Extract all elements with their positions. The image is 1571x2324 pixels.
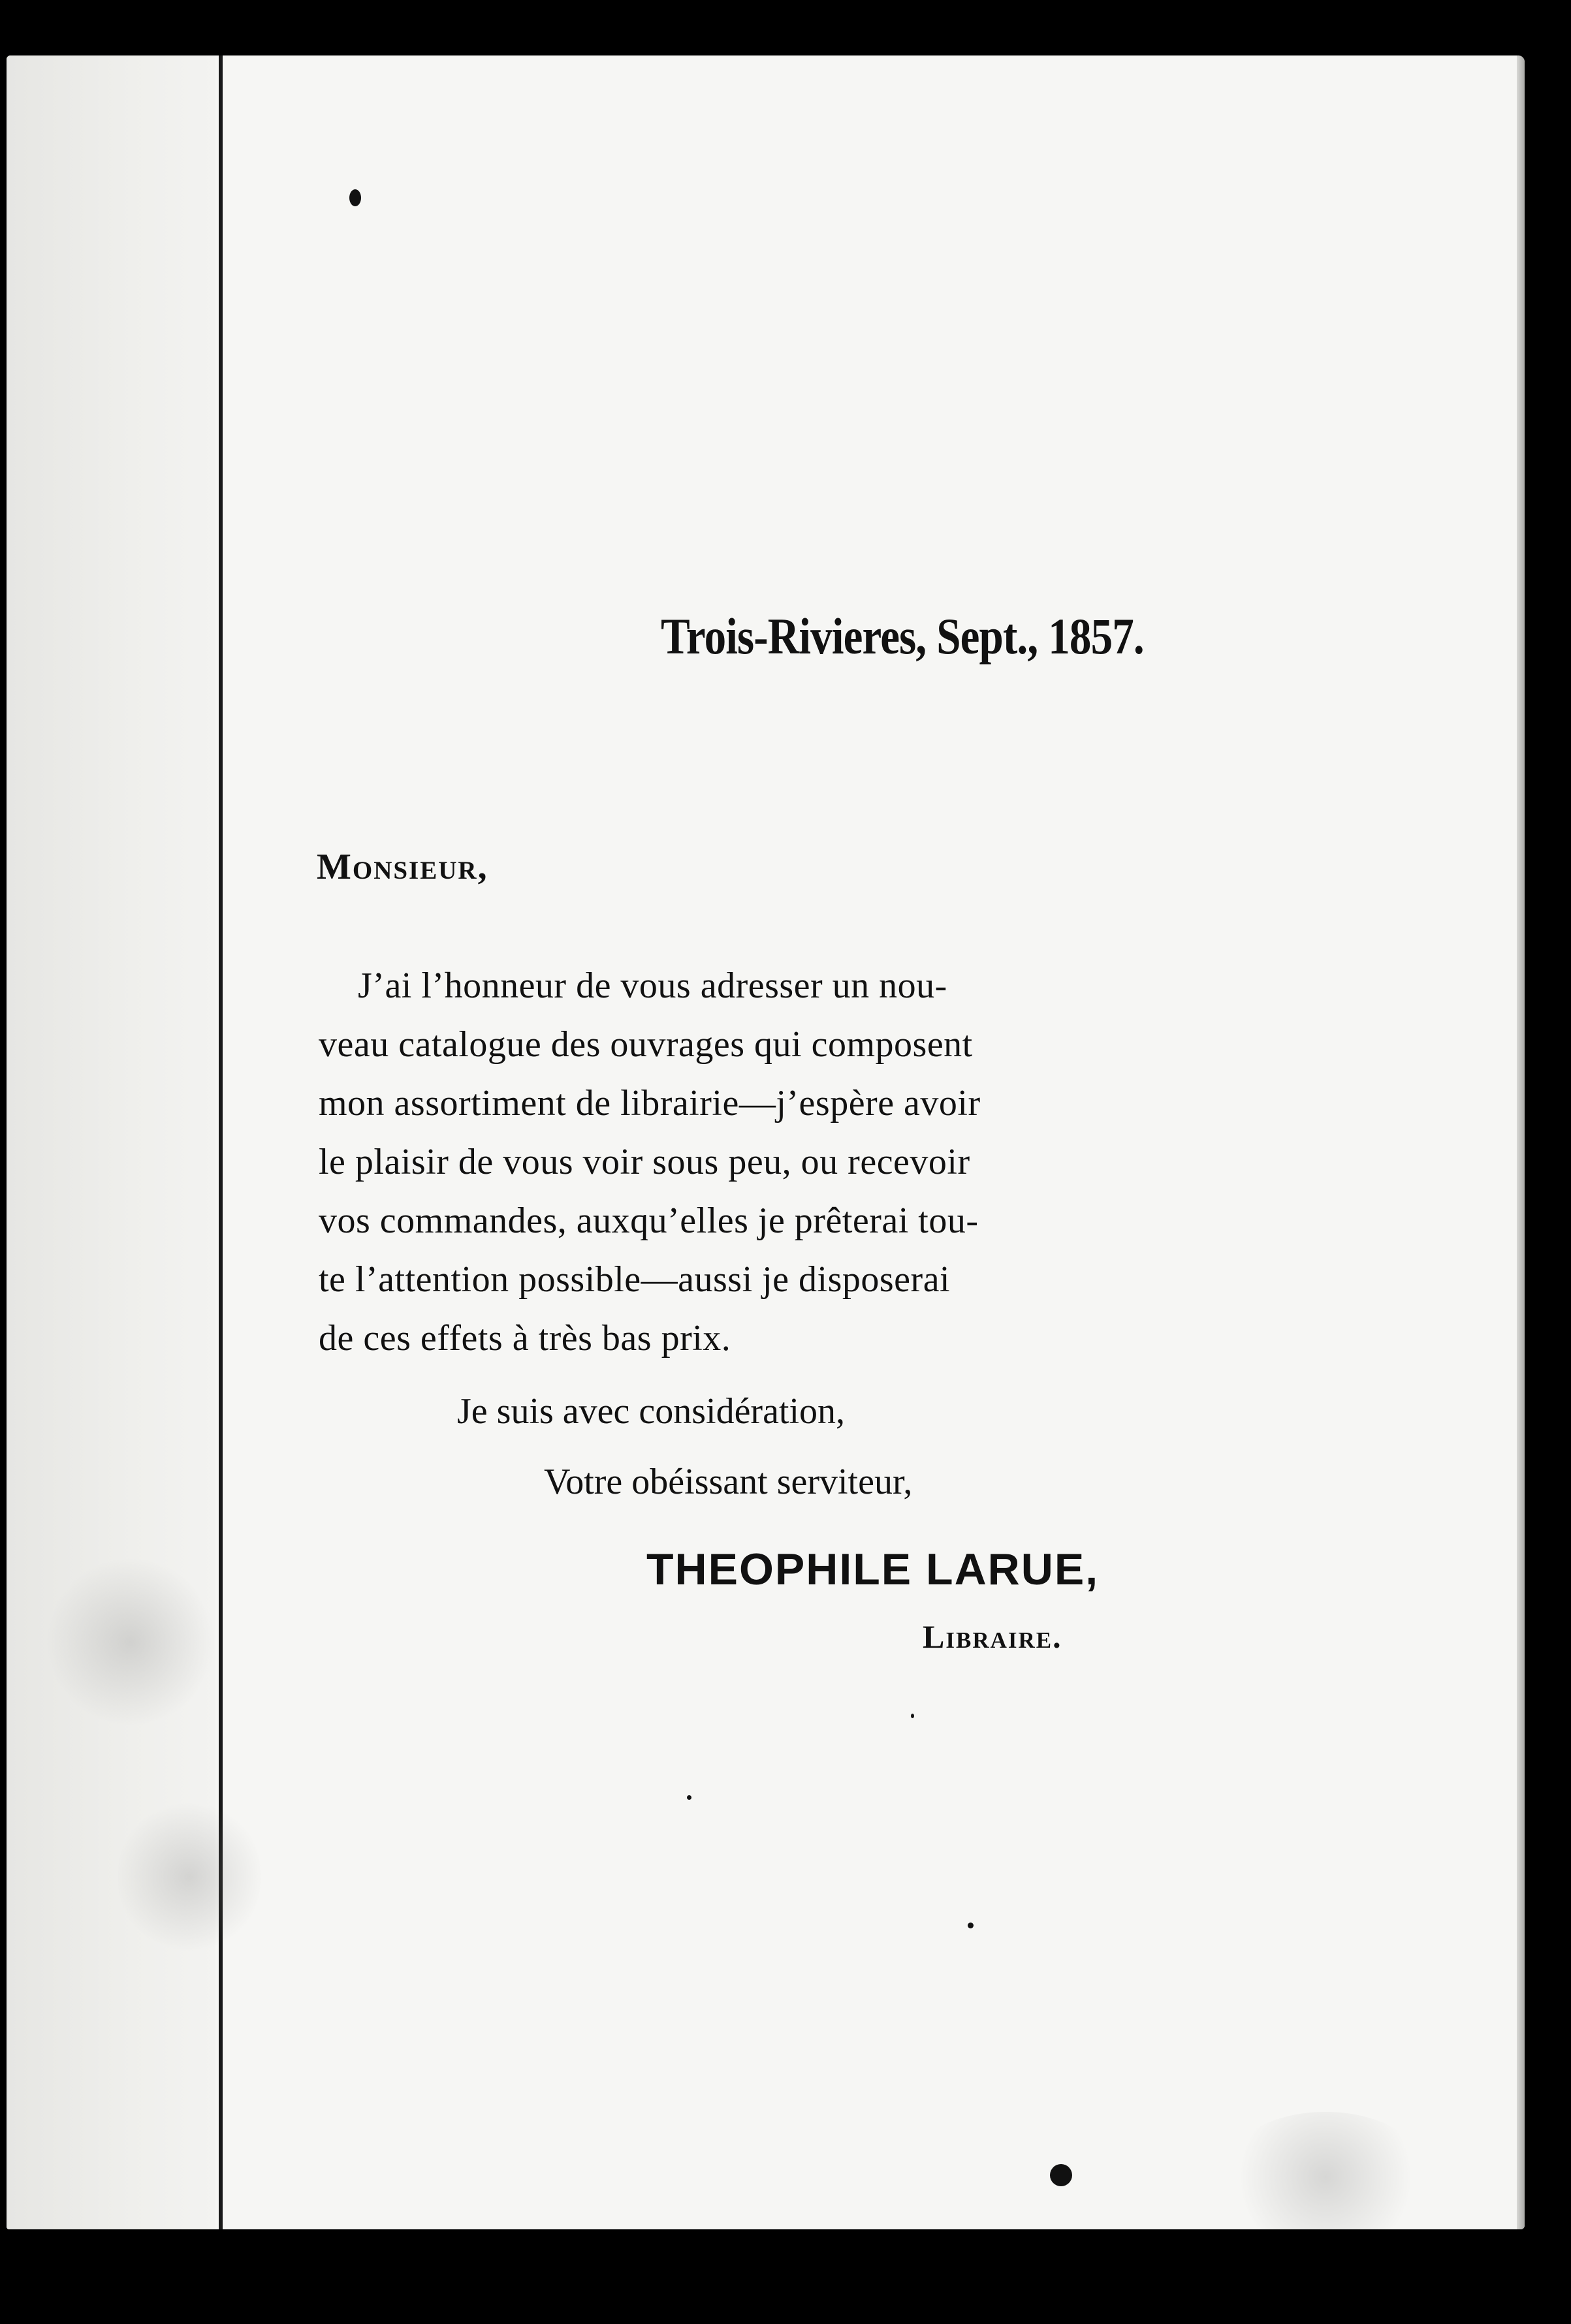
signature-title: Libraire. — [923, 1618, 1062, 1655]
ink-spot — [687, 1795, 691, 1800]
body-line: vos commandes, auxqu’elles je prêterai tou- — [319, 1201, 979, 1241]
ink-spot — [911, 1714, 914, 1718]
body-line: veau catalogue des ouvrages qui composent — [319, 1024, 973, 1065]
body-line: de ces effets à très bas prix. — [319, 1318, 731, 1358]
body-line: mon assortiment de librairie—j’espère avoir — [319, 1083, 981, 1123]
letter-salutation: Monsieur, — [317, 847, 488, 887]
smudge — [1221, 2112, 1430, 2229]
body-line: J’ai l’honneur de vous adresser un nou- — [358, 966, 947, 1006]
closing-line: Votre obéissant serviteur, — [544, 1462, 913, 1502]
ink-spot — [349, 189, 361, 206]
signature: THEOPHILE LARUE, — [646, 1545, 1100, 1594]
ink-spot — [1050, 2164, 1072, 2186]
ink-spot — [968, 1923, 974, 1928]
letter-date: Trois-Rivieres, Sept., 1857. — [661, 608, 1144, 665]
closing-line: Je suis avec considération, — [457, 1391, 846, 1432]
page-edge — [1517, 55, 1525, 2229]
body-line: le plaisir de vous voir sous peu, ou recevoir — [319, 1142, 970, 1182]
smudge — [46, 1557, 215, 1727]
body-line: te l’attention possible—aussi je disposerai — [319, 1259, 951, 1300]
smudge — [118, 1798, 261, 1955]
